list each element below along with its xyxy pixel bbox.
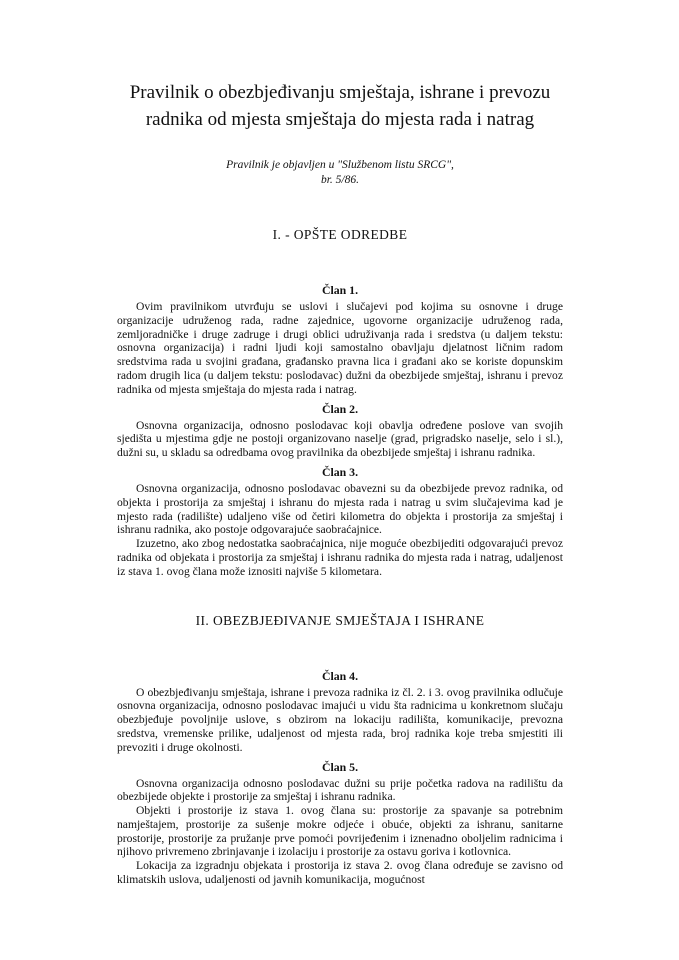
article-heading: Član 1. [321, 282, 359, 297]
article-paragraph: Osnovna organizacija odnosno poslodavac dužni su prije početka radova na radilištu da obezbijede objekte i prostorije za smještaj i ishranu radnika. [117, 776, 563, 804]
article-3 [117, 465, 563, 579]
article-heading: Član 5. [321, 759, 359, 774]
article-4 [117, 669, 563, 755]
article-paragraph: Osnovna organizacija, odnosno poslodavac koji obavlja određene poslove van svojih sjedišta u mjestima gdje ne postoji organizovano naselje (grad, prigradsko naselje, selo i sl.), dužni su, u skladu sa odredbama ovog pravilnika da obezbijede smještaj i ishranu radnika. [117, 418, 563, 460]
section-heading-general-provisions: I. - OPŠTE ODREDBE [272, 226, 408, 242]
publication-note [117, 158, 563, 189]
article-paragraph: Objekti i prostorije iz stava 1. ovog člana su: prostorije za spavanje sa potrebnim namještajem, prostorije za sušenje mokre odjeće i obuće, objekti za ishranu, sanitarne prostorije, prostorije za pružanje prve pomoći povrijeđenim i iznenadno oboljelim radnicima i njihovo privremeno zbrinjavanje i izolaciju i prostorije za ostavu goriva i kotlovnica. [117, 804, 563, 859]
article-paragraph: Osnovna organizacija, odnosno poslodavac obavezni su da obezbijede prevoz radnika, od objekta i prostorija za smještaj i ishranu do mjesta rada i natrag u svim slučajevima kad je mjesto rada (radilište) udaljeno više od četiri kilometra do objekta i prostorija za smještaj i ishranu radnika, ako postoje odgovarajuće saobraćajnice. [117, 481, 563, 537]
article-2 [117, 402, 563, 460]
article-heading: Član 4. [321, 668, 359, 683]
article-1 [117, 283, 563, 397]
article-paragraph: O obezbjeđivanju smještaja, ishrane i prevoza radnika iz čl. 2. i 3. ovog pravilnika odlučuje osnovna organizacija, odnosno poslodavac imajući u vidu šta radnicima u konkretnom slučaju obezbjeđuje povoljnije uslove, s obzirom na lokaciju radilišta, komunikacije, prevozna sredstva, vremenske prilike, udaljenost od mjesta rada, broj radnika koje treba smjestiti ili prevoziti i druge okolnosti. [117, 685, 563, 754]
document-title: Pravilnik o obezbjeđivanju smještaja, ishrane i prevozu radnika od mjesta smještaja do mjesta rada i natrag [129, 82, 551, 130]
publication-note-line-2: br. 5/86. [320, 174, 360, 187]
article-paragraph: Izuzetno, ako zbog nedostatka saobraćajnica, nije moguće obezbijediti odgovarajući prevoz radnika od objekata i prostorija za smještaj i ishranu radnika do mjesta rada i natrag, udaljenost iz stava 1. ovog člana može iznositi najviše 5 kilometara. [117, 537, 563, 578]
article-heading: Član 2. [321, 401, 359, 416]
section-heading-accommodation-and-food: II. OBEZBJEĐIVANJE SMJEŠTAJA I ISHRANE [195, 612, 485, 628]
article-paragraph: Ovim pravilnikom utvrđuju se uslovi i slučajevi pod kojima su osnovne i druge organizacije udruženog rada, radne zajednice, ugovorne organizacije udruženog rada, zemljoradničke i druge zadruge i drugi oblici udruživanja rada i sredstva (u daljem tekstu: osnovna organizacija) i radni ljudi koji samostalno obavljaju djelatnost ličnim radom sredstvima rada u svojini građana, građansko pravna lica i građani ako se koriste dopunskim radom drugih lica (u daljem tekstu: poslodavac) dužni da obezbijede smještaj, ishranu i prevoz radnika od mjesta smještaja do mjesta rada i natrag. [117, 299, 563, 396]
article-heading: Član 3. [321, 464, 359, 479]
article-paragraph: Lokacija za izgradnju objekata i prostorija iz stava 2. ovog člana određuje se zavisno od klimatskih uslova, udaljenosti od javnih komunikacija, mogućnost [117, 859, 563, 887]
publication-note-line-1: Pravilnik je objavljen u "Službenom listu SRCG", [226, 158, 454, 171]
article-5 [117, 760, 563, 887]
